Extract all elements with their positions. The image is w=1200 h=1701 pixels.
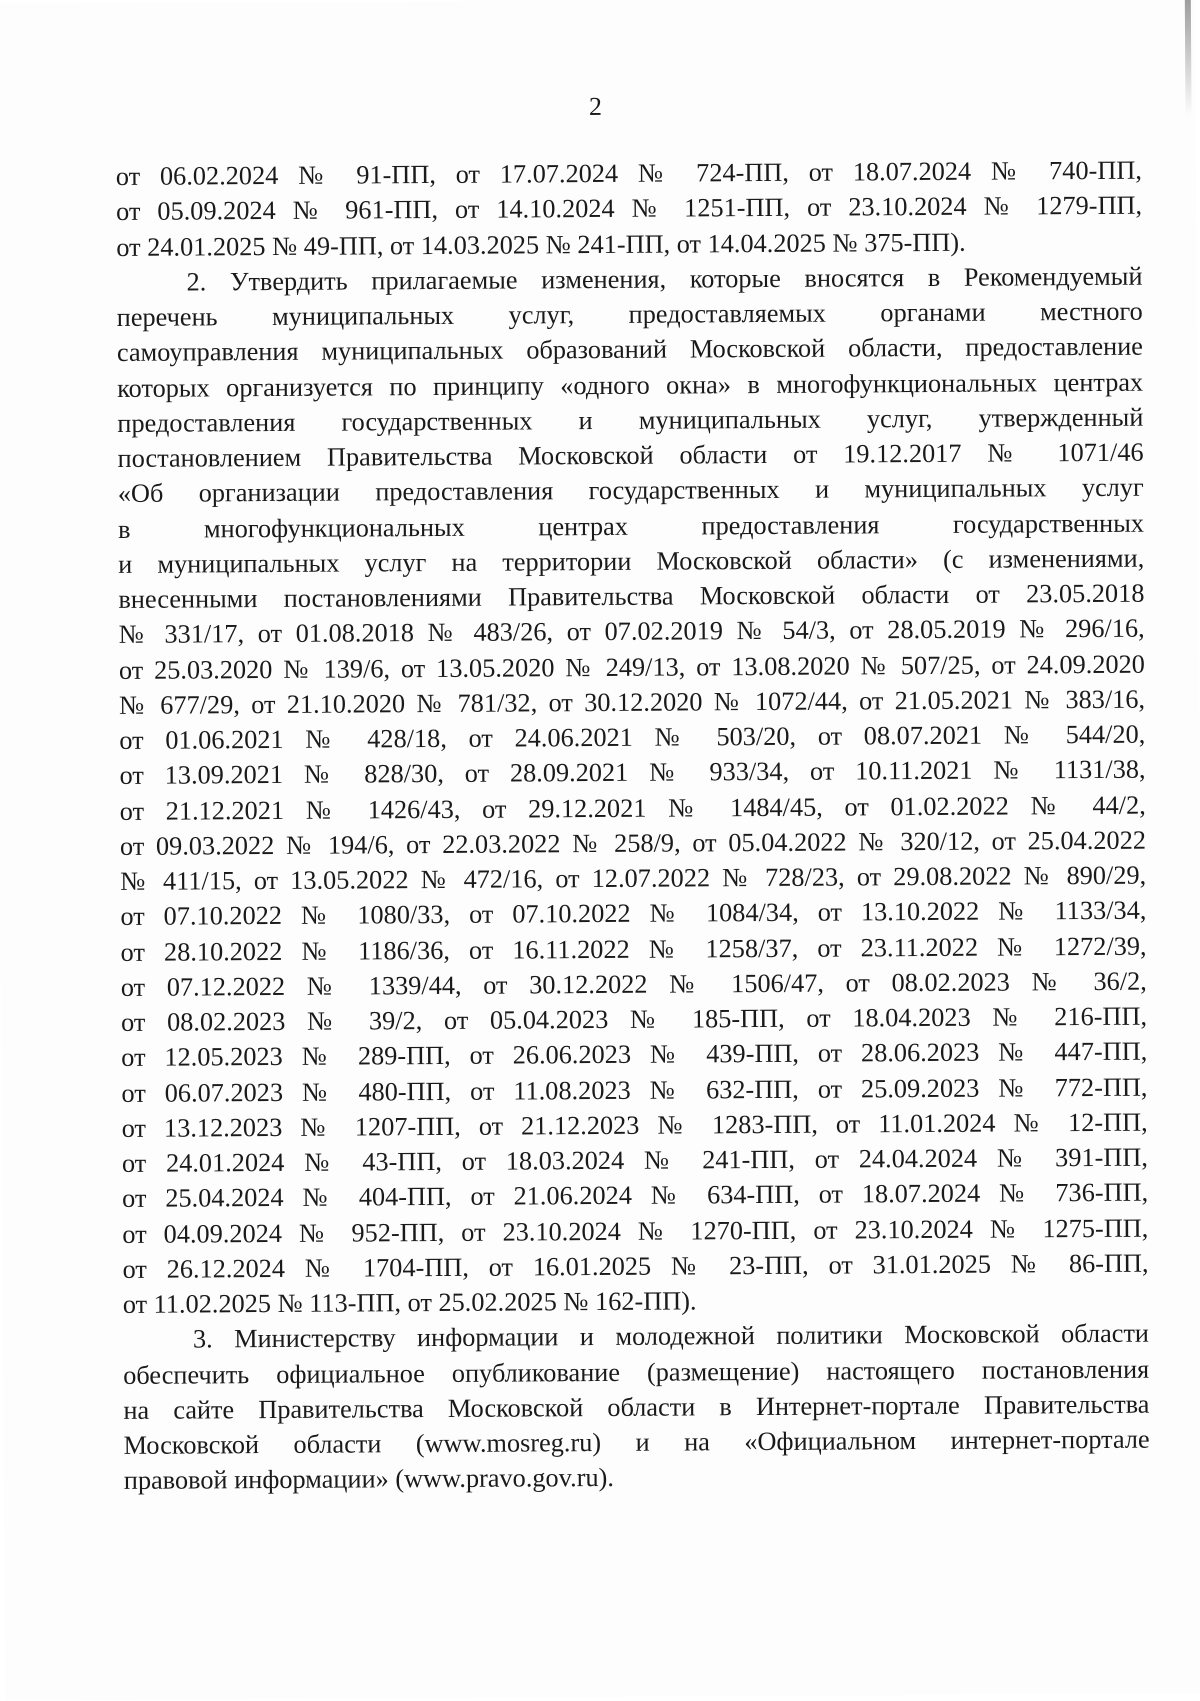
text-line: от 28.10.2022 № 1186/36, от 16.11.2022 № 1258/37, от 23.11.2022 № 1272/39, xyxy=(120,931,1147,967)
text-line: перечень муниципальных услуг, предоставляемых органами местного xyxy=(116,296,1143,332)
text-line: от 07.10.2022 № 1080/33, от 07.10.2022 № 1084/34, от 13.10.2022 № 1133/34, xyxy=(120,895,1147,932)
text-line: от 04.09.2024 № 952-ПП, от 23.10.2024 № 1270-ПП, от 23.10.2024 № 1275-ПП, xyxy=(122,1213,1149,1249)
text-line: внесенными постановлениями Правительства Московской области от 23.05.2018 xyxy=(118,578,1145,614)
text-line: № 331/17, от 01.08.2018 № 483/26, от 07.02.2019 № 54/3, от 28.05.2019 № 296/16, xyxy=(118,613,1145,650)
text-line: обеспечить официальное опубликование (размещение) настоящего постановления xyxy=(123,1354,1150,1390)
text-line: на сайте Правительства Московской области в Интернет-портале Правительства xyxy=(123,1389,1150,1425)
text-line: предоставления государственных и муниципальных услуг, утвержденный xyxy=(117,402,1144,438)
text-line: 2. Утвердить прилагаемые изменения, которые вносятся в Рекомендуемый xyxy=(186,261,1143,297)
text-line: № 411/15, от 13.05.2022 № 472/16, от 12.07.2022 № 728/23, от 29.08.2022 № 890/29, xyxy=(120,860,1147,896)
text-line: и муниципальных услуг на территории Московской области» (с изменениями, xyxy=(118,543,1145,579)
text-line: которых организуется по принципу «одного окна» в многофункциональных центрах xyxy=(117,367,1144,403)
text-line: от 24.01.2024 № 43-ПП, от 18.03.2024 № 241-ПП, от 24.04.2024 № 391-ПП, xyxy=(121,1142,1148,1178)
text-line: в многофункциональных центрах предоставления государственных xyxy=(117,508,1145,544)
text-line: от 25.04.2024 № 404-ПП, от 21.06.2024 № 634-ПП, от 18.07.2024 № 736-ПП, xyxy=(122,1177,1149,1214)
text-line: самоуправления муниципальных образований Московской области, предоставление xyxy=(116,331,1144,368)
text-line: 3. Министерству информации и молодежной политики Московской области xyxy=(192,1318,1150,1354)
text-line: от 06.07.2023 № 480-ПП, от 11.08.2023 № 632-ПП, от 25.09.2023 № 772-ПП, xyxy=(121,1072,1148,1108)
text-line-last: от 24.01.2025 № 49-ПП, от 14.03.2025 № 241-ПП, от 14.04.2025 № 375-ПП). xyxy=(116,227,966,262)
text-line: от 12.05.2023 № 289-ПП, от 26.06.2023 № 439-ПП, от 28.06.2023 № 447-ПП, xyxy=(121,1036,1148,1073)
text-line-last: правовой информации» (www.pravo.gov.ru). xyxy=(123,1463,614,1496)
text-line: от 01.06.2021 № 428/18, от 24.06.2021 № 503/20, от 08.07.2021 № 544/20, xyxy=(119,719,1146,755)
text-line: от 08.02.2023 № 39/2, от 05.04.2023 № 185-ПП, от 18.04.2023 № 216-ПП, xyxy=(120,1001,1148,1037)
text-line: от 07.12.2022 № 1339/44, от 30.12.2022 № 1506/47, от 08.02.2023 № 36/2, xyxy=(120,966,1147,1002)
text-line: № 677/29, от 21.10.2020 № 781/32, от 30.12.2020 № 1072/44, от 21.05.2021 № 383/16, xyxy=(119,684,1146,720)
paragraph-1 xyxy=(116,153,1143,265)
text-line: от 21.12.2021 № 1426/43, от 29.12.2021 № 1484/45, от 01.02.2022 № 44/2, xyxy=(119,790,1146,826)
text-line: от 05.09.2024 № 961-ПП, от 14.10.2024 № 1251-ПП, от 23.10.2024 № 1279-ПП, xyxy=(116,190,1143,227)
text-line: постановлением Правительства Московской области от 19.12.2017 № 1071/46 xyxy=(117,437,1144,473)
text-line-last: от 11.02.2025 № 113-ПП, от 25.02.2025 № 162-ПП). xyxy=(122,1286,697,1319)
text-line: Московской области (www.mosreg.ru) и на «Официальном интернет-портале xyxy=(123,1424,1150,1460)
text-line: от 13.12.2023 № 1207-ПП, от 21.12.2023 № 1283-ПП, от 11.01.2024 № 12-ПП, xyxy=(121,1107,1148,1143)
text-line: от 09.03.2022 № 194/6, от 22.03.2022 № 258/9, от 05.04.2022 № 320/12, от 25.04.2022 xyxy=(119,825,1147,861)
text-line: от 25.03.2020 № 139/6, от 13.05.2020 № 249/13, от 13.08.2020 № 507/25, от 24.09.2020 xyxy=(118,649,1145,685)
text-line: от 06.02.2024 № 91-ПП, от 17.07.2024 № 724-ПП, от 18.07.2024 № 740-ПП, xyxy=(115,155,1142,191)
paragraph-2 xyxy=(116,258,1148,1322)
paragraph-3 xyxy=(123,1316,1150,1499)
document-body xyxy=(116,153,1150,1499)
text-line: от 26.12.2024 № 1704-ПП, от 16.01.2025 № 23-ПП, от 31.01.2025 № 86-ПП, xyxy=(122,1248,1149,1284)
page-number: 2 xyxy=(588,91,603,122)
text-line: от 13.09.2021 № 828/30, от 28.09.2021 № 933/34, от 10.11.2021 № 1131/38, xyxy=(119,754,1146,791)
text-line: «Об организации предоставления государственных и муниципальных услуг xyxy=(117,472,1144,509)
